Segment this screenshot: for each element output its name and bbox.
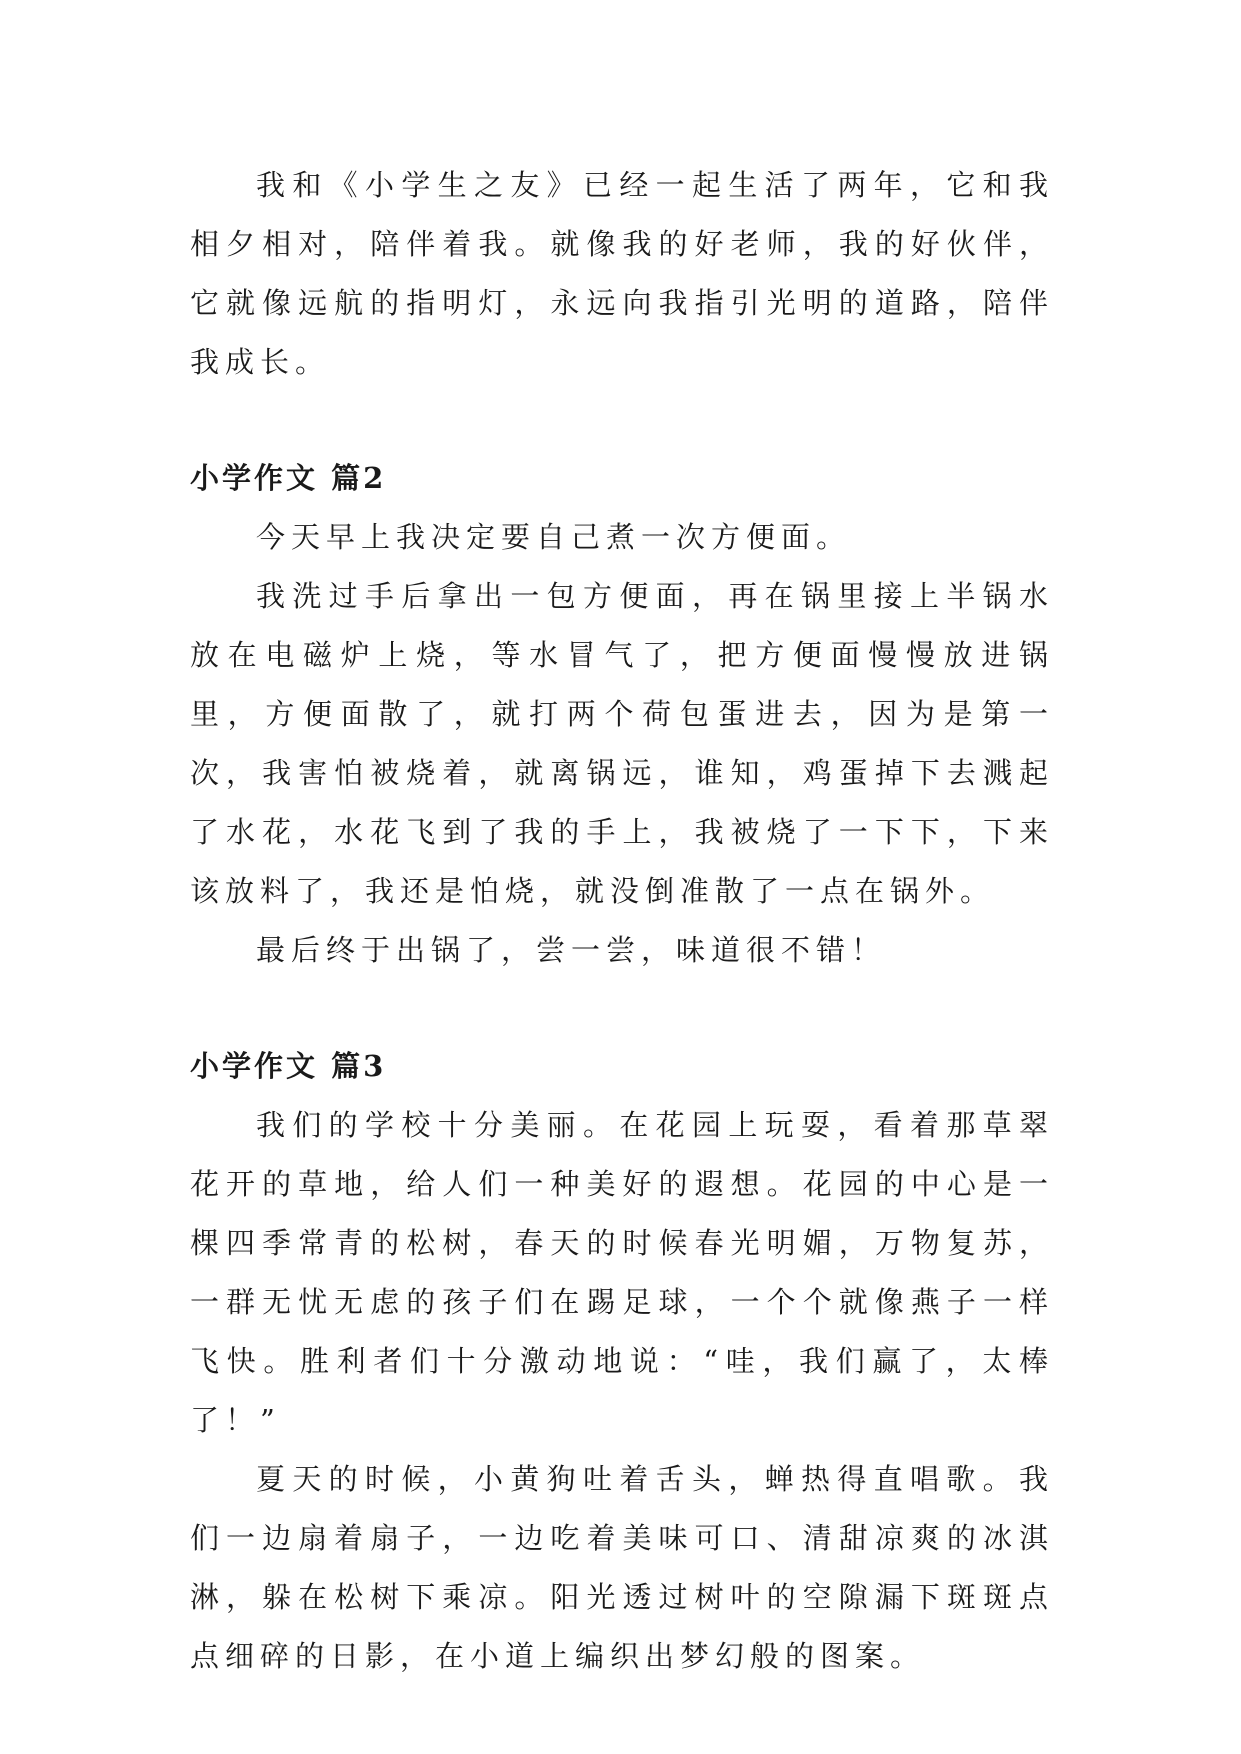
section-heading: 小学作文 篇2: [190, 461, 387, 495]
essay-section-3: [190, 1037, 1054, 1686]
paragraph: 我们的学校十分美丽。在花园上玩耍，看着那草翠花开的草地，给人们一种美好的遐想。花园的中心是一棵四季常青的松树，春天的时候春光明媚，万物复苏，一群无忧无虑的孩子们在踢足球，一个个就像燕子一样飞快。胜利者们十分激动地说：“哇，我们赢了，太棒了！”: [190, 1108, 1054, 1437]
section-gap: [190, 392, 1054, 449]
intro-paragraph: 我和《小学生之友》已经一起生活了两年，它和我相夕相对，陪伴着我。就像我的好老师，我的好伙伴，它就像远航的指明灯，永远向我指引光明的道路，陪伴我成长。: [190, 168, 1054, 379]
paragraph: 我洗过手后拿出一包方便面，再在锅里接上半锅水放在电磁炉上烧，等水冒气了，把方便面慢慢放进锅里，方便面散了，就打两个荷包蛋进去，因为是第一次，我害怕被烧着，就离锅远，谁知，鸡蛋掉下去溅起了水花，水花飞到了我的手上，我被烧了一下下，下来该放料了，我还是怕烧，就没倒准散了一点在锅外。: [190, 579, 1054, 908]
paragraph: 夏天的时候，小黄狗吐着舌头，蝉热得直唱歌。我们一边扇着扇子，一边吃着美味可口、清甜凉爽的冰淇淋，躲在松树下乘凉。阳光透过树叶的空隙漏下斑斑点点细碎的日影，在小道上编织出梦幻般的图案。: [190, 1462, 1054, 1673]
section-gap: [190, 980, 1054, 1037]
section-heading: 小学作文 篇3: [190, 1049, 387, 1083]
paragraph: 最后终于出锅了，尝一尝，味道很不错！: [256, 933, 887, 967]
essay-section-2: [190, 449, 1054, 980]
paragraph: 今天早上我决定要自己煮一次方便面。: [256, 520, 852, 554]
document-body: [190, 156, 1054, 1686]
